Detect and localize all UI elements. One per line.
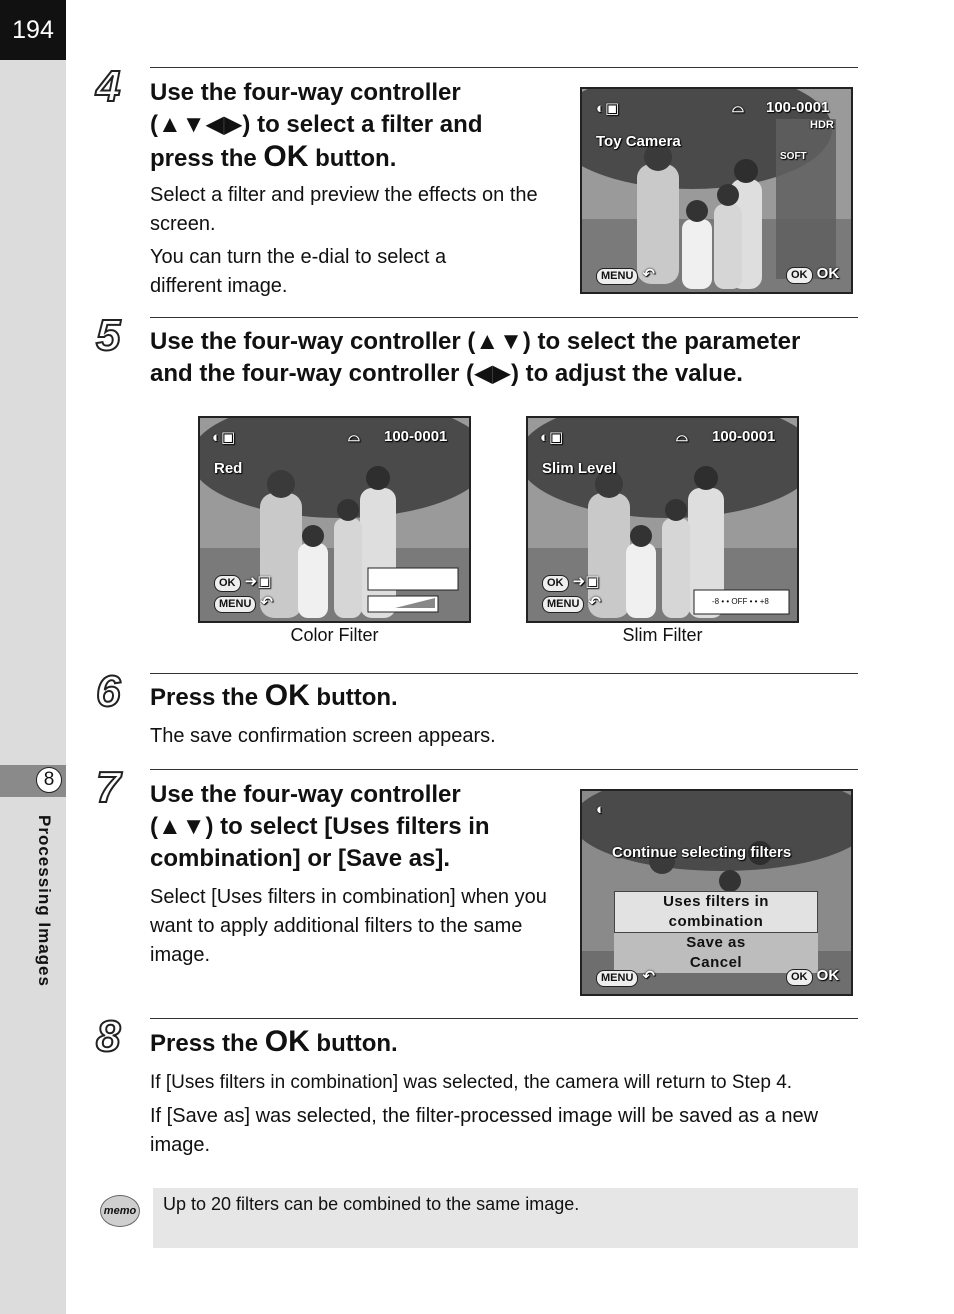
ok-glyph: OK [263, 140, 309, 173]
file-number: 100-0001 [766, 99, 830, 116]
soft-label: SOFT [780, 151, 807, 162]
step-8-text-2: If [Save as] was selected, the filter-processed image will be saved as a new image. [150, 1105, 819, 1156]
menu-back: MENU ↶ [214, 593, 273, 613]
filter-mode-icon: ◐ [596, 801, 606, 818]
step-8-title: Press the OK button. [150, 1025, 398, 1058]
sidebar [0, 0, 66, 1314]
caption-color-filter: Color Filter [290, 625, 379, 645]
menu-button[interactable]: MENU [596, 970, 638, 987]
step-7-text: Select [Uses filters in combination] when you want to apply additional filters to the same image. [150, 886, 547, 966]
title-line: and the four-way controller (◀▶) to adjust the value. [150, 360, 743, 387]
ok-button[interactable]: OK [786, 969, 813, 986]
title-line: press the OK button. [150, 140, 397, 173]
filter-name: Toy Camera [596, 133, 681, 150]
menu-back: MENU ↶ [596, 967, 655, 987]
step-divider [150, 673, 858, 674]
memo-icon: memo [100, 1195, 140, 1227]
camera-screen-color-filter [198, 416, 471, 623]
page-number: 194 [0, 0, 66, 60]
chapter-number: 8 [36, 767, 62, 793]
filter-mode-icon: ◐▣ [540, 429, 564, 446]
slim-scale: -8 • • OFF • • +8 [712, 597, 769, 606]
step-5-title [150, 326, 800, 390]
menu-button[interactable]: MENU [596, 268, 638, 285]
title-line: Use the four-way controller (▲▼) to select the parameter [150, 328, 801, 355]
title-line: Use the four-way controller [150, 79, 461, 106]
step-divider [150, 769, 858, 770]
step-6-text: The save confirmation screen appears. [150, 725, 496, 747]
ok-glyph: OK [264, 679, 310, 712]
memo-box [153, 1188, 858, 1248]
title-line: (▲▼) to select [Uses filters in [150, 813, 490, 840]
save-options-menu [614, 891, 818, 973]
ok-button[interactable]: OK [786, 267, 813, 284]
title-line: combination] or [Save as]. [150, 845, 451, 872]
ok-save: OK ➜▣ [542, 572, 599, 592]
file-number: 100-0001 [384, 428, 448, 445]
file-number: 100-0001 [712, 428, 776, 445]
step-8-text-1: If [Uses filters in combination] was selected, the camera will return to Step 4. [150, 1072, 793, 1093]
play-dial-icon: ⌓ [348, 428, 360, 445]
step-4-text-2: You can turn the e-dial to select a different image. [150, 246, 447, 297]
play-dial-icon: ⌓ [676, 428, 688, 445]
menu-button[interactable]: MENU [214, 596, 256, 613]
camera-screen-slim-filter [526, 416, 799, 623]
ok-button[interactable]: OK [214, 575, 241, 592]
title-line: (▲▼◀▶) to select a filter and [150, 111, 483, 138]
ok-confirm: OK OK [786, 967, 839, 986]
step-number-8: 8 [96, 1012, 121, 1061]
camera-screen-toy-camera [580, 87, 853, 294]
play-dial-icon: ⌓ [732, 99, 744, 116]
filter-name: Slim Level [542, 460, 617, 477]
memo-text: Up to 20 filters can be combined to the same image. [163, 1194, 580, 1214]
menu-back: MENU ↶ [542, 593, 601, 613]
step-divider [150, 1018, 858, 1019]
step-number-5: 5 [96, 311, 121, 360]
filter-mode-icon: ◐▣ [596, 100, 620, 117]
chapter-label: Processing Images [35, 815, 54, 987]
filter-name: Red [214, 460, 243, 477]
menu-option-uses-filters[interactable]: Uses filters in combination [614, 891, 818, 933]
menu-option-save-as[interactable]: Save as [686, 934, 746, 951]
camera-screen-save-confirmation [580, 789, 853, 996]
confirm-heading: Continue selecting filters [612, 844, 792, 861]
step-number-4: 4 [96, 62, 121, 111]
caption-slim-filter: Slim Filter [622, 625, 703, 645]
step-4-text-1: Select a filter and preview the effects on the screen. [150, 184, 538, 235]
step-number-6: 6 [96, 667, 121, 716]
ok-glyph: OK [264, 1025, 310, 1058]
step-4-title [150, 77, 482, 175]
ok-button[interactable]: OK [542, 575, 569, 592]
filter-mode-icon: ◐▣ [212, 429, 236, 446]
step-number-7: 7 [96, 763, 121, 812]
title-line: Use the four-way controller [150, 781, 461, 808]
menu-option-cancel[interactable]: Cancel [689, 954, 743, 971]
step-divider [150, 317, 858, 318]
step-divider [150, 67, 858, 68]
ok-confirm: OK OK [786, 265, 839, 284]
step-7-title [150, 779, 490, 875]
ok-save: OK ➜▣ [214, 572, 271, 592]
step-6-title: Press the OK button. [150, 679, 398, 712]
menu-button[interactable]: MENU [542, 596, 584, 613]
menu-back: MENU ↶ [596, 265, 655, 285]
hdr-label: HDR [810, 119, 834, 131]
